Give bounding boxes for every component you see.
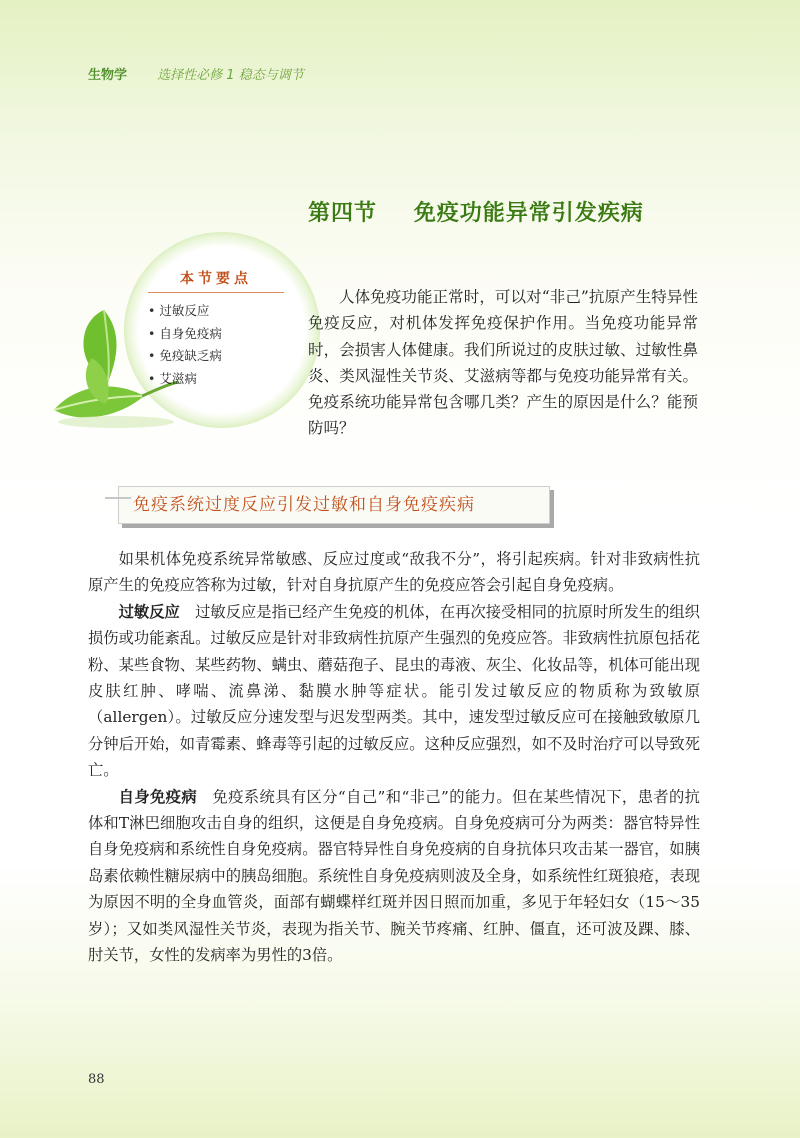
section-title — [308, 196, 644, 227]
header-subject: 生物学 — [88, 68, 128, 83]
paragraph-allergy — [88, 599, 700, 784]
key-point-item: • 过敏反应 — [148, 300, 222, 323]
term-autoimmune: 自身免疫病 — [118, 787, 198, 806]
term-allergy: 过敏反应 — [118, 602, 180, 621]
key-point-item: • 自身免疫病 — [148, 323, 222, 346]
body-text — [88, 546, 700, 969]
paragraph-overview: 如果机体免疫系统异常敏感、反应过度或“敌我不分”，将引起疾病。针对非致病性抗原产生的免疫应答称为过敏，针对自身抗原产生的免疫应答会引起自身免疫病。 — [88, 550, 700, 595]
section-title-text: 免疫功能异常引发疾病 — [413, 201, 644, 226]
banner-tick-decoration — [105, 497, 131, 499]
paragraph-allergy-text: 过敏反应是指已经产生免疫的机体，在再次接受相同的抗原时所发生的组织损伤或功能紊乱。过敏反应是针对非致病性抗原产生强烈的免疫应答。非致病性抗原包括花粉、某些食物、某些药物、螨虫、蘑菇孢子、昆虫的毒液、灰尘、化妆品等，机体可能出现皮肤红肿、哮喘、流鼻涕、黏膜水肿等症状。能引发过敏反应的物质称为致敏原（allergen）。过敏反应分速发型与迟发型两类。其中，速发型过敏反应可在接触致敏原几分钟后开始，如青霉素、蜂毒等引起的过敏反应。这种反应强烈，如不及时治疗可以导致死亡。 — [88, 602, 700, 780]
header-book-title: 选择性必修 1 稳态与调节 — [157, 68, 304, 83]
page-number: 88 — [88, 1072, 105, 1087]
intro-paragraph: 人体免疫功能正常时，可以对“非己”抗原产生特异性免疫反应，对机体发挥免疫保护作用。当免疫功能异常时，会损害人体健康。我们所说过的皮肤过敏、过敏性鼻炎、类风湿性关节炎、艾滋病等都与免疫功能异常有关。免疫系统功能异常包含哪几类？产生的原因是什么？能预防吗？ — [308, 288, 698, 438]
key-points-list — [148, 300, 222, 390]
running-header — [88, 64, 304, 83]
key-points-title: 本节要点 — [148, 268, 284, 293]
key-point-item: • 艾滋病 — [148, 368, 222, 391]
section-number: 第四节 — [308, 201, 378, 226]
paragraph-autoimmune — [88, 784, 700, 969]
key-points-panel — [46, 232, 296, 452]
paragraph-autoimmune-text: 免疫系统具有区分“自己”和“非己”的能力。但在某些情况下，患者的抗体和T淋巴细胞攻击自身的组织，这便是自身免疫病。自身免疫病可分为两类：器官特异性自身免疫病和系统性自身免疫病。器官特异性自身免疫病的自身抗体只攻击某一器官，如胰岛素依赖性糖尿病中的胰岛细胞。系统性自身免疫病则波及全身，如系统性红斑狼疮，表现为原因不明的全身血管炎，面部有蝴蝶样红斑并因日照而加重，多见于年轻妇女（15～35岁）；又如类风湿性关节炎，表现为指关节、腕关节疼痛、红肿、僵直，还可波及踝、膝、肘关节，女性的发病率为男性的3倍。 — [88, 787, 700, 965]
key-point-item: • 免疫缺乏病 — [148, 345, 222, 368]
subsection-heading: 免疫系统过度反应引发过敏和自身免疫疾病 — [133, 495, 475, 515]
subsection-banner — [118, 486, 550, 524]
